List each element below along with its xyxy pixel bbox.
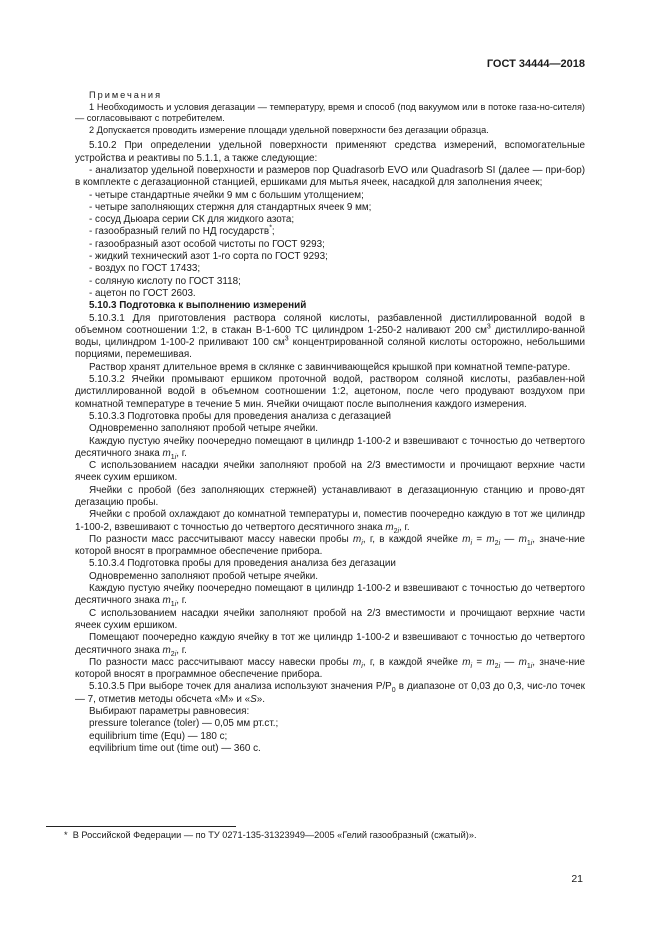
- text-run: , значе-ние которой вносят в программное обеспечение прибора.: [75, 533, 585, 558]
- subscript: i: [361, 539, 363, 547]
- footnote-divider: [46, 826, 236, 827]
- text-run: , г.: [399, 521, 410, 533]
- math-var: m: [486, 533, 495, 545]
- section-5-10-2-intro: 5.10.2 При определении удельной поверхности применяют средства измерений, вспомогательные устройства и реактивы по 5.1.1, а также следующие:: [75, 140, 585, 164]
- text-run: Каждую пустую ячейку поочередно помещают в цилиндр 1-100-2 и взвешивают с точностью до четвертого десятичного знака: [75, 583, 585, 607]
- text-run: , в каждой ячейке: [372, 656, 463, 668]
- section-5-10-3-2: 5.10.3.2 Ячейки промывают ершиком проточной водой, раствором соляной кислоты, разбавлен-ной дистиллированной водой в объемном соотношении 1:2, ацетоном, после чего продувают воздухом при комнатной температуре в течение 5 мин. Ячейки очищают после выполнения каждого измерения.: [75, 374, 585, 410]
- fill-with-nozzle: С использованием насадки ячейки заполняют пробой на 2/3 вместимости и прочищают верхние части ячеек сухим ершиком.: [75, 607, 585, 631]
- text-run: —: [500, 533, 519, 545]
- text-run: , значе-ние которой вносят в программное обеспечение прибора.: [75, 656, 585, 681]
- text-run: 5.10.3.1 Для приготовления раствора соляной кислоты, разбавленной дистиллированной водой в объемном соотношении 1:2, в стакан В-1-600 ТС цилиндром 1-250-2 наливают 200 см: [75, 312, 585, 336]
- footnote-text: В Российской Федерации — по ТУ 0271-135-31323949—2005 «Гелий газообразный (сжатый)».: [72, 830, 477, 840]
- math-var: m: [385, 521, 394, 533]
- subscript: i: [470, 539, 473, 547]
- equipment-item: - соляную кислоту по ГОСТ 3118;: [89, 275, 241, 287]
- text-run: , в каждой ячейке: [372, 533, 463, 545]
- subscript: 2: [494, 662, 499, 670]
- subscript: 2: [393, 527, 398, 535]
- text-run: —: [500, 656, 519, 668]
- mass-difference-1: [75, 534, 585, 559]
- math-var: m: [486, 656, 495, 668]
- section-5-10-3-5: [75, 681, 585, 706]
- section-5-10-3-4-title: 5.10.3.4 Подготовка пробы для проведения анализа без дегазации: [89, 558, 396, 570]
- math-var: m: [518, 656, 527, 668]
- equipment-item: - четыре стандартные ячейки 9 мм с большим утолщением;: [89, 189, 364, 201]
- math-var: m: [462, 533, 471, 545]
- page-body: [75, 86, 585, 755]
- text-run: Ячейки с пробой охлаждают до комнатной температуры и, поместив поочередно каждую в тот же цилиндр 1-100-2, взвешивают с точностью до четвертого десятичного знака: [75, 509, 585, 533]
- subscript: i: [174, 650, 177, 658]
- param-item: equilibrium time (Equ) — 180 с;: [89, 730, 228, 742]
- equipment-item-helium: - газообразный гелий по НД государств*;: [89, 225, 275, 238]
- notes-title: Примечания: [89, 90, 163, 100]
- math-var: m: [353, 656, 362, 668]
- section-5-10-3-1: [75, 313, 585, 362]
- cool-and-weigh: [75, 509, 585, 534]
- subscript: 1: [526, 539, 531, 547]
- text-run: , г.: [176, 644, 187, 656]
- math-var: S: [250, 693, 257, 705]
- subscript: i: [361, 662, 363, 670]
- subscript: 2: [170, 650, 175, 658]
- math-var: m: [162, 644, 171, 656]
- fill-four-cells: Одновременно заполняют пробой четыре ячейки.: [89, 570, 318, 582]
- text-run: , г: [362, 656, 373, 668]
- subscript: i: [470, 662, 473, 670]
- text-run: 5.10.3.5 При выборе точек для анализа используют значения P/P: [89, 681, 392, 693]
- notes-block: [75, 90, 585, 136]
- equipment-item: - сосуд Дьюара серии СК для жидкого азота;: [89, 214, 295, 226]
- subscript: i: [530, 539, 533, 547]
- text-run: Помещают поочередно каждую ячейку в тот же цилиндр 1-100-2 и взвешивают с точностью до четвертого десятичного знака: [75, 632, 585, 656]
- subscript: i: [174, 601, 177, 609]
- place-each-cell: [75, 632, 585, 657]
- math-var: m: [462, 656, 471, 668]
- math-var: m: [162, 447, 171, 459]
- text-run: =: [472, 533, 487, 545]
- text-run: ».: [256, 693, 265, 705]
- equipment-item: - анализатор удельной поверхности и размеров пор Quadrasorb EVO или Quadrasorb SI (далее — при-бор) в комплекте с дегазационной станцией, ершиками для мытья ячеек, насадкой для заполнения ячеек;: [75, 164, 585, 189]
- text-run: дистиллиро-ванной воды, цилиндром 1-100-2 приливают 100 см: [75, 324, 585, 349]
- superscript: 3: [486, 323, 491, 331]
- storage-paragraph: Раствор хранят длительное время в склянке с завинчивающейся крышкой при комнатной темпе-ратуре.: [89, 361, 571, 373]
- note-1: 1 Необходимость и условия дегазации — температуру, время и способ (под вакуумом или в потоке газа-но-сителя) — согласовывают с потребителем.: [75, 101, 585, 124]
- degas-station: Ячейки с пробой (без заполняющих стержней) устанавливают в дегазационную станцию и прово-дят дегазацию пробы.: [75, 484, 585, 508]
- text-run: концентрированной соляной кислоты осторожно, небольшими порциями, перемешивая.: [75, 337, 585, 361]
- note-2: 2 Допускается проводить измерение площади удельной поверхности без дегазации образца.: [89, 124, 489, 135]
- subscript: 1: [170, 601, 175, 609]
- fill-four-cells: Одновременно заполняют пробой четыре ячейки.: [89, 423, 318, 435]
- subscript: i: [397, 527, 400, 535]
- subscript: i: [174, 453, 177, 461]
- subscript: 2: [494, 539, 499, 547]
- section-5-10-3-3-title: 5.10.3.3 Подготовка пробы для проведения анализа с дегазацией: [89, 410, 392, 422]
- weigh-empty-cells: [75, 583, 585, 608]
- fill-with-nozzle: С использованием насадки ячейки заполняют пробой на 2/3 вместимости и прочищают верхние части ячеек сухим ершиком.: [75, 460, 585, 484]
- math-var: m: [518, 533, 527, 545]
- text-run: =: [472, 656, 487, 668]
- equipment-item: - ацетон по ГОСТ 2603.: [89, 287, 196, 299]
- equipment-item: - жидкий технический азот 1-го сорта по ГОСТ 9293;: [89, 251, 328, 263]
- subscript: 1: [526, 662, 531, 670]
- text-run: , г.: [176, 595, 187, 607]
- math-var: m: [162, 595, 171, 607]
- param-item: pressure tolerance (toler) — 0,05 мм рт.ст.;: [89, 718, 279, 730]
- equipment-item: - газообразный азот особой чистоты по ГОСТ 9293;: [89, 238, 325, 250]
- subscript: 0: [391, 687, 396, 695]
- helium-text: - газообразный гелий по НД государств: [89, 226, 270, 238]
- equipment-item: - четыре заполняющих стержня для стандартных ячеек 9 мм;: [89, 201, 372, 213]
- subscript: 1: [170, 453, 175, 461]
- equipment-item: - воздух по ГОСТ 17433;: [89, 263, 201, 275]
- footnote-mark: *: [64, 830, 68, 840]
- text-run: , г: [362, 533, 373, 545]
- footnote-ref: *: [269, 225, 272, 233]
- text-run: , г.: [176, 447, 187, 459]
- math-var: m: [353, 533, 362, 545]
- params-title: Выбирают параметры равновесия:: [89, 706, 250, 718]
- subscript: i: [498, 539, 501, 547]
- text-run: По разности масс рассчитывают массу навески пробы: [89, 656, 354, 668]
- text-run: По разности масс рассчитывают массу навески пробы: [89, 533, 354, 545]
- weigh-empty-cells: [75, 436, 585, 461]
- superscript: 3: [284, 335, 289, 343]
- standard-header: ГОСТ 34444—2018: [486, 58, 585, 70]
- text-run: в диапазоне от 0,03 до 0,3, чис-ло точек — 7, отметив методы обсчета «M» и «: [75, 681, 585, 705]
- mass-difference-2: [75, 657, 585, 682]
- subscript: i: [498, 662, 501, 670]
- page-number: 21: [571, 873, 583, 885]
- param-item: eqvilibrium time out (time out) — 360 с.: [89, 742, 261, 754]
- subscript: i: [530, 662, 533, 670]
- text-run: Каждую пустую ячейку поочередно помещают в цилиндр 1-100-2 и взвешивают с точностью до четвертого десятичного знака: [75, 435, 585, 459]
- section-5-10-3-heading: 5.10.3 Подготовка к выполнению измерений: [89, 300, 307, 312]
- footnote: [64, 830, 477, 841]
